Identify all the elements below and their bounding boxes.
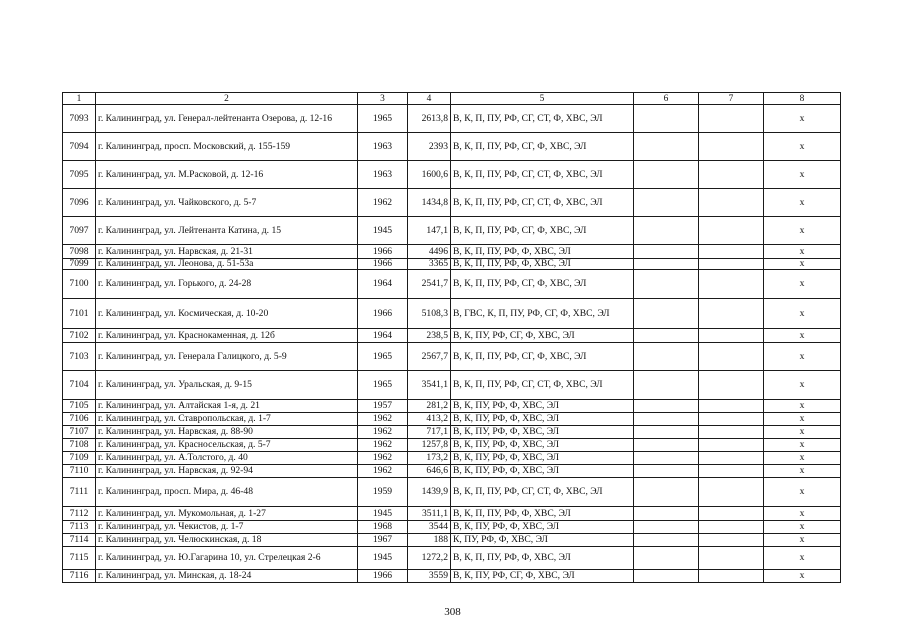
address-cell: г. Калининград, ул. Ставропольская, д. 1-7 (96, 413, 358, 426)
column-header: 6 (634, 93, 699, 105)
area-cell: 2541,7 (408, 270, 451, 299)
column-6-cell (634, 507, 699, 521)
equipment-cell: В, К, П, ПУ, РФ, СГ, СТ, Ф, ХВС, ЭЛ (451, 161, 634, 189)
year-cell: 1964 (358, 270, 408, 299)
column-7-cell (699, 189, 764, 217)
area-cell: 3541,1 (408, 371, 451, 400)
address-cell: г. Калининград, ул. А.Толстого, д. 40 (96, 452, 358, 465)
mark-cell: x (764, 452, 841, 465)
column-6-cell (634, 413, 699, 426)
column-7-cell (699, 343, 764, 371)
column-7-cell (699, 507, 764, 521)
area-cell: 3511,1 (408, 507, 451, 521)
mark-cell: x (764, 329, 841, 343)
column-6-cell (634, 534, 699, 547)
area-cell: 238,5 (408, 329, 451, 343)
year-cell: 1962 (358, 189, 408, 217)
column-6-cell (634, 270, 699, 299)
mark-cell: x (764, 217, 841, 245)
column-7-cell (699, 570, 764, 583)
address-cell: г. Калининград, просп. Московский, д. 155-159 (96, 133, 358, 161)
column-6-cell (634, 299, 699, 329)
mark-cell: x (764, 570, 841, 583)
equipment-cell: В, К, ПУ, РФ, Ф, ХВС, ЭЛ (451, 452, 634, 465)
row-number: 7102 (63, 329, 96, 343)
column-6-cell (634, 161, 699, 189)
table-row (63, 259, 841, 270)
column-7-cell (699, 133, 764, 161)
equipment-cell: В, К, П, ПУ, РФ, Ф, ХВС, ЭЛ (451, 259, 634, 270)
column-header: 3 (358, 93, 408, 105)
equipment-cell: В, К, ПУ, РФ, СГ, Ф, ХВС, ЭЛ (451, 329, 634, 343)
column-7-cell (699, 400, 764, 413)
row-number: 7115 (63, 547, 96, 570)
row-number: 7112 (63, 507, 96, 521)
address-cell: г. Калининград, ул. Мукомольная, д. 1-27 (96, 507, 358, 521)
equipment-cell: В, К, П, ПУ, РФ, Ф, ХВС, ЭЛ (451, 245, 634, 259)
equipment-cell: В, К, П, ПУ, РФ, СГ, Ф, ХВС, ЭЛ (451, 217, 634, 245)
area-cell: 2567,7 (408, 343, 451, 371)
row-number: 7096 (63, 189, 96, 217)
table-row (63, 478, 841, 507)
address-cell: г. Калининград, ул. Генерал-лейтенанта Озерова, д. 12-16 (96, 105, 358, 133)
table-row (63, 570, 841, 583)
row-number: 7108 (63, 439, 96, 452)
row-number: 7101 (63, 299, 96, 329)
column-7-cell (699, 426, 764, 439)
column-6-cell (634, 426, 699, 439)
table-row (63, 343, 841, 371)
row-number: 7107 (63, 426, 96, 439)
area-cell: 1439,9 (408, 478, 451, 507)
row-number: 7105 (63, 400, 96, 413)
mark-cell: x (764, 400, 841, 413)
mark-cell: x (764, 465, 841, 478)
address-cell: г. Калининград, ул. Челюскинская, д. 18 (96, 534, 358, 547)
address-cell: г. Калининград, просп. Мира, д. 46-48 (96, 478, 358, 507)
year-cell: 1968 (358, 521, 408, 534)
row-number: 7093 (63, 105, 96, 133)
year-cell: 1957 (358, 400, 408, 413)
equipment-cell: В, К, П, ПУ, РФ, СГ, Ф, ХВС, ЭЛ (451, 270, 634, 299)
row-number: 7109 (63, 452, 96, 465)
column-7-cell (699, 245, 764, 259)
column-header: 1 (63, 93, 96, 105)
row-number: 7103 (63, 343, 96, 371)
column-header: 2 (96, 93, 358, 105)
equipment-cell: В, ГВС, К, П, ПУ, РФ, СГ, Ф, ХВС, ЭЛ (451, 299, 634, 329)
column-7-cell (699, 105, 764, 133)
mark-cell: x (764, 245, 841, 259)
row-number: 7114 (63, 534, 96, 547)
address-cell: г. Калининград, ул. Нарвская, д. 88-90 (96, 426, 358, 439)
column-6-cell (634, 400, 699, 413)
equipment-cell: В, К, П, ПУ, РФ, Ф, ХВС, ЭЛ (451, 507, 634, 521)
year-cell: 1966 (358, 259, 408, 270)
column-7-cell (699, 478, 764, 507)
column-7-cell (699, 465, 764, 478)
table-row (63, 299, 841, 329)
equipment-cell: В, К, ПУ, РФ, СГ, Ф, ХВС, ЭЛ (451, 570, 634, 583)
table-row (63, 547, 841, 570)
address-cell: г. Калининград, ул. Генерала Галицкого, д. 5-9 (96, 343, 358, 371)
area-cell: 188 (408, 534, 451, 547)
equipment-cell: В, К, П, ПУ, РФ, Ф, ХВС, ЭЛ (451, 547, 634, 570)
address-cell: г. Калининград, ул. Чекистов, д. 1-7 (96, 521, 358, 534)
column-7-cell (699, 413, 764, 426)
column-header: 8 (764, 93, 841, 105)
address-cell: г. Калининград, ул. Горького, д. 24-28 (96, 270, 358, 299)
table-row (63, 133, 841, 161)
table-row (63, 465, 841, 478)
mark-cell: x (764, 299, 841, 329)
table-row (63, 400, 841, 413)
equipment-cell: В, К, П, ПУ, РФ, СГ, Ф, ХВС, ЭЛ (451, 133, 634, 161)
address-cell: г. Калининград, ул. Космическая, д. 10-20 (96, 299, 358, 329)
column-6-cell (634, 133, 699, 161)
area-cell: 1434,8 (408, 189, 451, 217)
row-number: 7106 (63, 413, 96, 426)
row-number: 7116 (63, 570, 96, 583)
table-row (63, 329, 841, 343)
mark-cell: x (764, 189, 841, 217)
row-number: 7094 (63, 133, 96, 161)
table-row (63, 521, 841, 534)
row-number: 7095 (63, 161, 96, 189)
area-cell: 5108,3 (408, 299, 451, 329)
mark-cell: x (764, 426, 841, 439)
equipment-cell: В, К, П, ПУ, РФ, СГ, СТ, Ф, ХВС, ЭЛ (451, 189, 634, 217)
table-row (63, 507, 841, 521)
table-row (63, 105, 841, 133)
equipment-cell: В, К, ПУ, РФ, Ф, ХВС, ЭЛ (451, 465, 634, 478)
column-header: 5 (451, 93, 634, 105)
mark-cell: x (764, 105, 841, 133)
area-cell: 646,6 (408, 465, 451, 478)
column-6-cell (634, 465, 699, 478)
table-row (63, 217, 841, 245)
mark-cell: x (764, 270, 841, 299)
year-cell: 1966 (358, 245, 408, 259)
column-7-cell (699, 161, 764, 189)
row-number: 7099 (63, 259, 96, 270)
table-row (63, 189, 841, 217)
column-7-cell (699, 259, 764, 270)
column-7-cell (699, 217, 764, 245)
area-cell: 1272,2 (408, 547, 451, 570)
column-6-cell (634, 439, 699, 452)
address-cell: г. Калининград, ул. Уральская, д. 9-15 (96, 371, 358, 400)
mark-cell: x (764, 413, 841, 426)
equipment-cell: В, К, П, ПУ, РФ, СГ, Ф, ХВС, ЭЛ (451, 343, 634, 371)
row-number: 7110 (63, 465, 96, 478)
column-6-cell (634, 570, 699, 583)
table-body (63, 93, 841, 583)
year-cell: 1963 (358, 133, 408, 161)
mark-cell: x (764, 343, 841, 371)
column-7-cell (699, 270, 764, 299)
row-number: 7100 (63, 270, 96, 299)
year-cell: 1962 (358, 452, 408, 465)
year-cell: 1965 (358, 371, 408, 400)
column-7-cell (699, 452, 764, 465)
address-cell: г. Калининград, ул. М.Расковой, д. 12-16 (96, 161, 358, 189)
column-7-cell (699, 534, 764, 547)
column-6-cell (634, 371, 699, 400)
year-cell: 1945 (358, 507, 408, 521)
equipment-cell: В, К, П, ПУ, РФ, СГ, СТ, Ф, ХВС, ЭЛ (451, 371, 634, 400)
column-6-cell (634, 478, 699, 507)
table-row (63, 452, 841, 465)
column-6-cell (634, 259, 699, 270)
year-cell: 1962 (358, 439, 408, 452)
year-cell: 1959 (358, 478, 408, 507)
address-cell: г. Калининград, ул. Нарвская, д. 92-94 (96, 465, 358, 478)
table-row (63, 161, 841, 189)
area-cell: 717,1 (408, 426, 451, 439)
page-number: 308 (444, 606, 461, 618)
year-cell: 1945 (358, 547, 408, 570)
row-number: 7104 (63, 371, 96, 400)
equipment-cell: В, К, ПУ, РФ, Ф, ХВС, ЭЛ (451, 439, 634, 452)
address-cell: г. Калининград, ул. Нарвская, д. 21-31 (96, 245, 358, 259)
table-row (63, 413, 841, 426)
table-row (63, 439, 841, 452)
address-cell: г. Калининград, ул. Лейтенанта Катина, д. 15 (96, 217, 358, 245)
address-cell: г. Калининград, ул. Краснокаменная, д. 12б (96, 329, 358, 343)
equipment-cell: В, К, ПУ, РФ, Ф, ХВС, ЭЛ (451, 400, 634, 413)
table-row (63, 371, 841, 400)
year-cell: 1966 (358, 299, 408, 329)
column-7-cell (699, 521, 764, 534)
mark-cell: x (764, 478, 841, 507)
column-6-cell (634, 245, 699, 259)
equipment-cell: В, К, П, ПУ, РФ, СГ, СТ, Ф, ХВС, ЭЛ (451, 478, 634, 507)
column-7-cell (699, 299, 764, 329)
mark-cell: x (764, 161, 841, 189)
address-cell: г. Калининград, ул. Леонова, д. 51-53а (96, 259, 358, 270)
mark-cell: x (764, 371, 841, 400)
address-cell: г. Калининград, ул. Алтайская 1-я, д. 21 (96, 400, 358, 413)
area-cell: 3544 (408, 521, 451, 534)
column-6-cell (634, 217, 699, 245)
mark-cell: x (764, 507, 841, 521)
area-cell: 3559 (408, 570, 451, 583)
table-row (63, 534, 841, 547)
area-cell: 2393 (408, 133, 451, 161)
column-6-cell (634, 343, 699, 371)
year-cell: 1966 (358, 570, 408, 583)
table-row (63, 245, 841, 259)
equipment-cell: В, К, ПУ, РФ, Ф, ХВС, ЭЛ (451, 521, 634, 534)
column-6-cell (634, 521, 699, 534)
row-number: 7098 (63, 245, 96, 259)
year-cell: 1965 (358, 105, 408, 133)
mark-cell: x (764, 534, 841, 547)
column-7-cell (699, 439, 764, 452)
column-header: 4 (408, 93, 451, 105)
column-7-cell (699, 371, 764, 400)
mark-cell: x (764, 439, 841, 452)
address-cell: г. Калининград, ул. Красносельская, д. 5-7 (96, 439, 358, 452)
area-cell: 2613,8 (408, 105, 451, 133)
equipment-cell: К, ПУ, РФ, Ф, ХВС, ЭЛ (451, 534, 634, 547)
year-cell: 1962 (358, 426, 408, 439)
equipment-cell: В, К, ПУ, РФ, Ф, ХВС, ЭЛ (451, 413, 634, 426)
header-row (63, 93, 841, 105)
equipment-cell: В, К, ПУ, РФ, Ф, ХВС, ЭЛ (451, 426, 634, 439)
row-number: 7113 (63, 521, 96, 534)
address-cell: г. Калининград, ул. Минская, д. 18-24 (96, 570, 358, 583)
equipment-cell: В, К, П, ПУ, РФ, СГ, СТ, Ф, ХВС, ЭЛ (451, 105, 634, 133)
column-6-cell (634, 452, 699, 465)
year-cell: 1962 (358, 465, 408, 478)
mark-cell: x (764, 521, 841, 534)
column-6-cell (634, 547, 699, 570)
area-cell: 281,2 (408, 400, 451, 413)
column-6-cell (634, 105, 699, 133)
area-cell: 3365 (408, 259, 451, 270)
housing-registry-table (62, 92, 841, 583)
year-cell: 1962 (358, 413, 408, 426)
table-row (63, 270, 841, 299)
year-cell: 1964 (358, 329, 408, 343)
row-number: 7097 (63, 217, 96, 245)
column-6-cell (634, 189, 699, 217)
mark-cell: x (764, 547, 841, 570)
area-cell: 413,2 (408, 413, 451, 426)
address-cell: г. Калининград, ул. Ю.Гагарина 10, ул. Стрелецкая 2-6 (96, 547, 358, 570)
column-header: 7 (699, 93, 764, 105)
mark-cell: x (764, 133, 841, 161)
area-cell: 4496 (408, 245, 451, 259)
year-cell: 1965 (358, 343, 408, 371)
mark-cell: x (764, 259, 841, 270)
year-cell: 1963 (358, 161, 408, 189)
year-cell: 1945 (358, 217, 408, 245)
area-cell: 147,1 (408, 217, 451, 245)
area-cell: 1600,6 (408, 161, 451, 189)
column-7-cell (699, 329, 764, 343)
column-7-cell (699, 547, 764, 570)
table-row (63, 426, 841, 439)
area-cell: 1257,8 (408, 439, 451, 452)
address-cell: г. Калининград, ул. Чайковского, д. 5-7 (96, 189, 358, 217)
column-6-cell (634, 329, 699, 343)
area-cell: 173,2 (408, 452, 451, 465)
row-number: 7111 (63, 478, 96, 507)
year-cell: 1967 (358, 534, 408, 547)
